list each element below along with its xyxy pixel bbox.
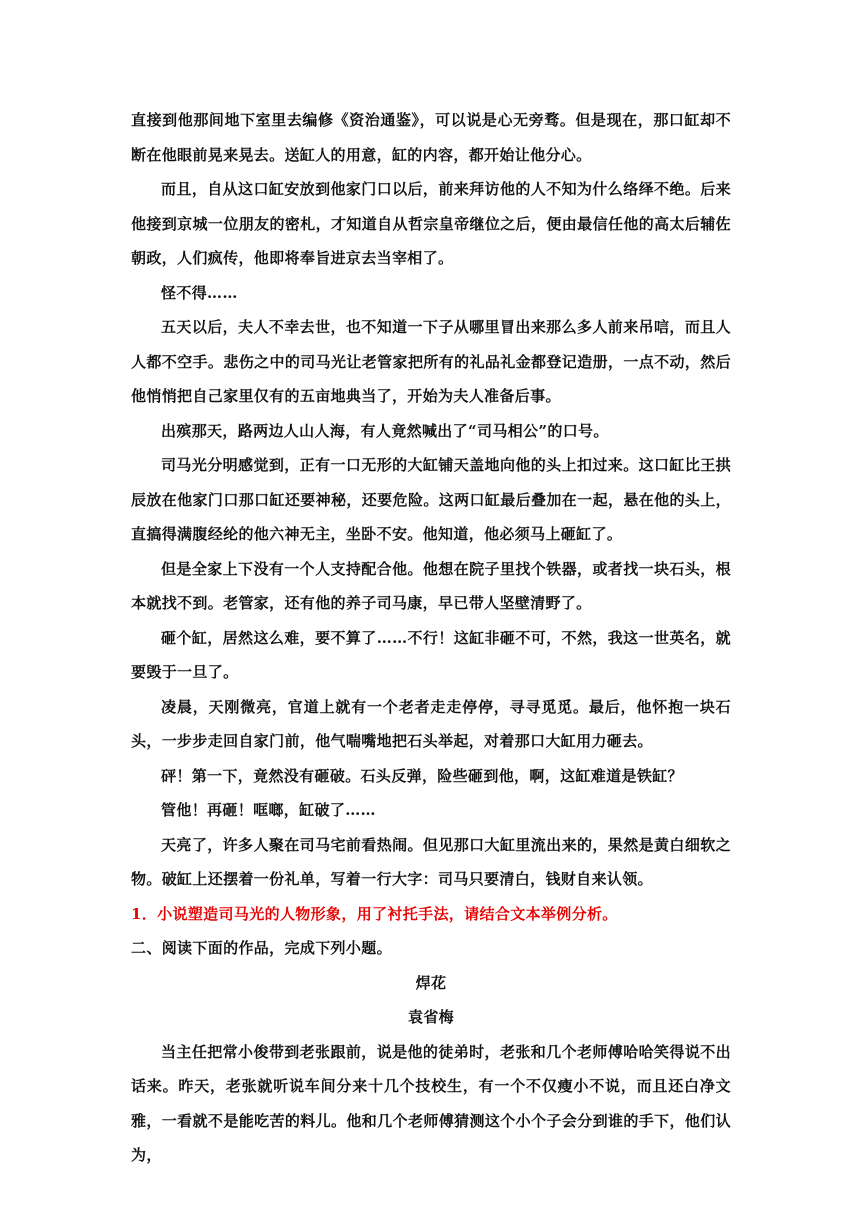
story-paragraph-8: 砸个缸，居然这么难，要不算了……不行！这缸非砸不可，不然，我这一世英名，就要毁于一旦了。 — [131, 628, 731, 681]
story-author: 袁省梅 — [407, 1008, 455, 1026]
story-paragraph-12: 天亮了，许多人聚在司马宅前看热闹。但见那口大缸里流出来的，果然是黄白细软之物。破缸上还摆着一份礼单，写着一行大字：司马只要清白，钱财自来认领。 — [131, 835, 731, 888]
story-paragraph-9: 凌晨，天刚微亮，官道上就有一个老者走走停停，寻寻觅觅。最后，他怀抱一块石头，一步步走回自家门前，他气喘嘴地把石头举起，对着那口大缸用力砸去。 — [131, 697, 731, 750]
document-content — [131, 103, 731, 1173]
story-paragraph-11: 管他！再砸！哐啷，缸破了…… — [161, 801, 376, 819]
section-heading: 二、阅读下面的作品，完成下列小题。 — [131, 939, 392, 957]
story-paragraph-6: 司马光分明感觉到，正有一口无形的大缸铺天盖地向他的头上扣过来。这口缸比王拱辰放在他家门口那口缸还要神秘，还要危险。这两口缸最后叠加在一起，悬在他的头上，直搞得满腹经纶的他六神无主，坐卧不安。他知道，他必须马上砸缸了。 — [131, 456, 731, 543]
story-paragraph-7: 但是全家上下没有一个人支持配合他。他想在院子里找个铁器，或者找一块石头，根本就找不到。老管家，还有他的养子司马康，早已带人坚壁清野了。 — [131, 559, 731, 612]
story-paragraph-4: 五天以后，夫人不幸去世，也不知道一下子从哪里冒出来那么多人前来吊唁，而且人人都不空手。悲伤之中的司马光让老管家把所有的礼品礼金都登记造册，一点不动，然后他悄悄把自己家里仅有的五亩地典当了，开始为夫人准备后事。 — [131, 318, 731, 405]
story-paragraph-1: 直接到他那间地下室里去编修《资治通鉴》，可以说是心无旁骛。但是现在，那口缸却不断在他眼前晃来晃去。送缸人的用意，缸的内容，都开始让他分心。 — [131, 111, 731, 164]
story-paragraph-2: 而且，自从这口缸安放到他家门口以后，前来拜访他的人不知为什么络绎不绝。后来他接到京城一位朋友的密札，才知道自从哲宗皇帝继位之后，便由最信任他的高太后辅佐朝政，人们疯传，他即将奉旨进京去当宰相了。 — [131, 180, 731, 267]
story-paragraph-5: 出殡那天，路两边人山人海，有人竟然喊出了“司马相公”的口号。 — [161, 421, 609, 440]
story-paragraph-3: 怪不得…… — [161, 283, 238, 302]
story-opening-paragraph: 当主任把常小俊带到老张跟前，说是他的徒弟时，老张和几个老师傅哈哈笑得说不出话来。昨天，老张就听说车间分来十几个技校生，有一个不仅瘦小不说，而且还白净文雅，一看就不是能吃苦的料儿。他和几个老师傅猜测这个小个子会分到谁的手下，他们认为， — [131, 1042, 731, 1164]
question-1: 1．小说塑造司马光的人物形象，用了衬托手法，请结合文本举例分析。 — [131, 904, 618, 923]
story-paragraph-10: 砰！第一下，竟然没有砸破。石头反弹，险些砸到他，啊，这缸难道是铁缸？ — [161, 766, 683, 785]
story-title: 焊花 — [415, 973, 447, 992]
